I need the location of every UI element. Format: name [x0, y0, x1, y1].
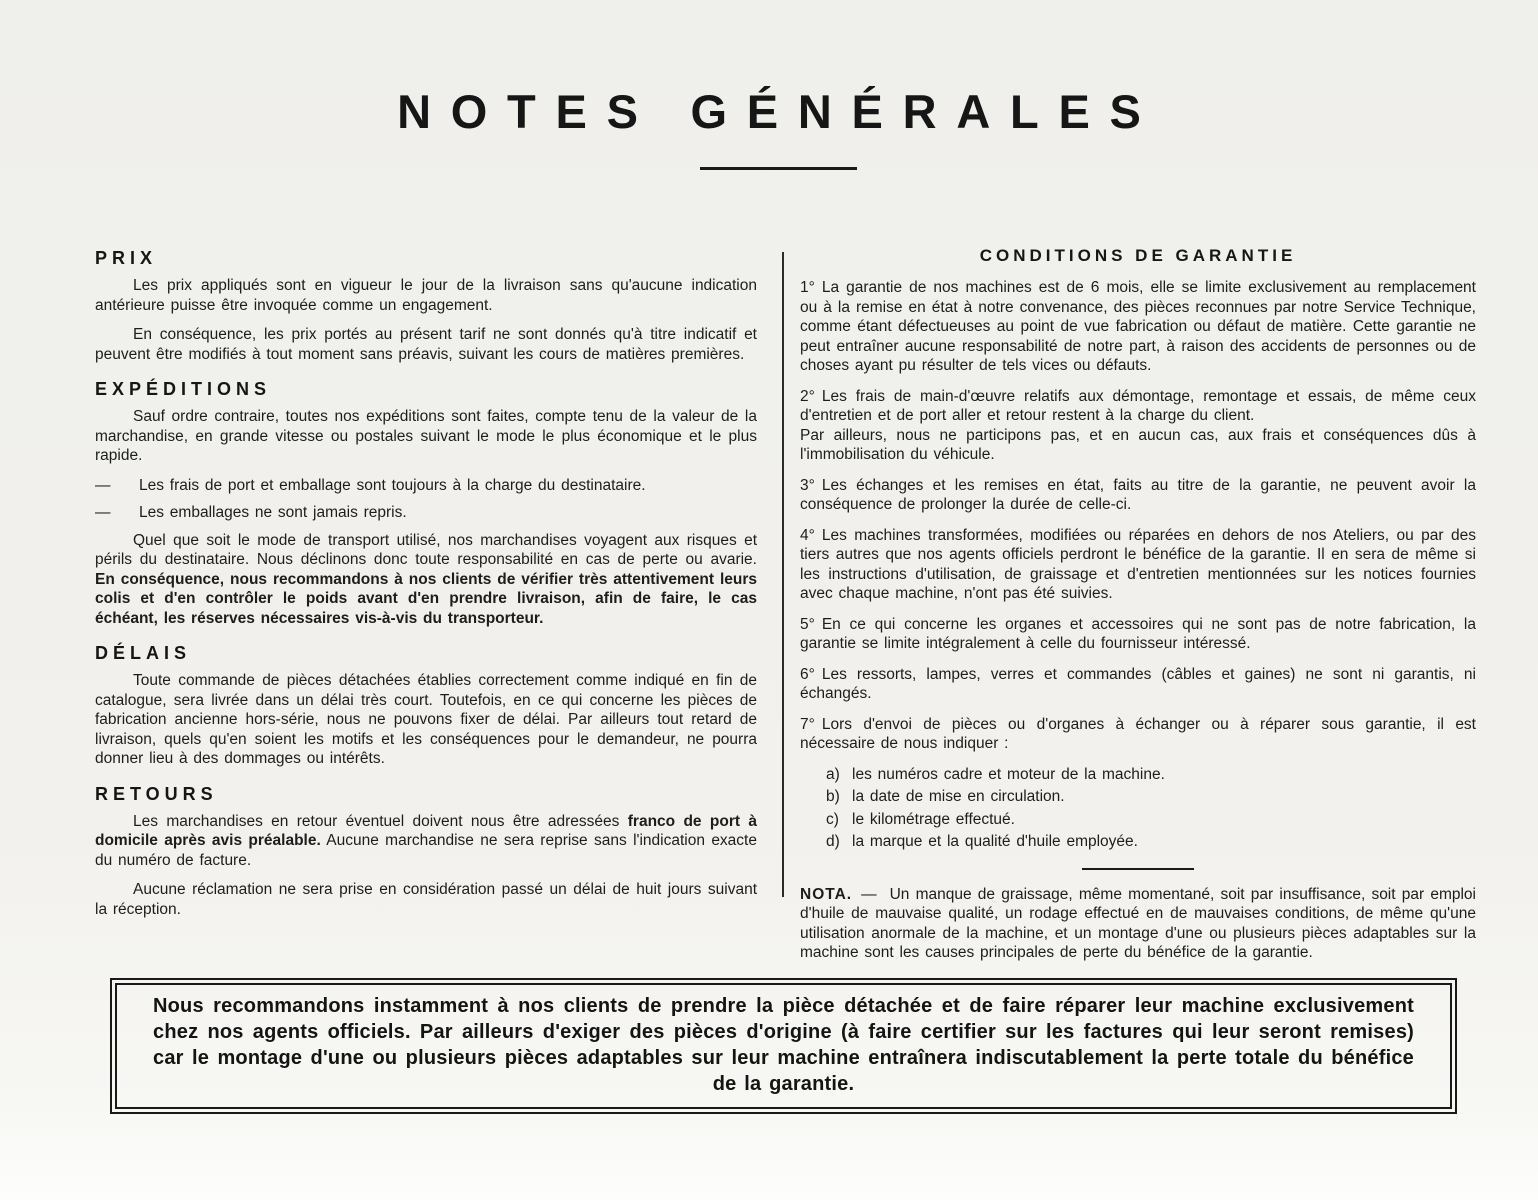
- sublist-item-d-text: la marque et la qualité d'huile employée.: [852, 833, 1138, 851]
- retours-paragraph-1: [95, 812, 757, 871]
- retours-paragraph-1-normal1: Les marchandises en retour éventuel doivent nous être adressées: [133, 812, 628, 830]
- retours-paragraph-1-bold: franco de port à domicile après avis préalable.: [95, 812, 757, 850]
- left-column: [95, 246, 757, 929]
- garantie-item-2-text: Les frais de main-d'œuvre relatifs aux démontage, remontage et essais, de même ceux d'entretien et de port aller et retour restent à la charge du client.: [800, 387, 1476, 425]
- notice-text: Nous recommandons instamment à nos clients de prendre la pièce détachée et de faire réparer leur machine exclusivement chez nos agents officiels. Par ailleurs d'exiger des pièces d'origine (à faire certifier sur les factures qui leur seront remises) car le montage d'une ou plusieurs pièces adaptables sur leur machine entraînera indiscutablement la perte totale du bénéfice de la garantie.: [153, 995, 1414, 1095]
- expeditions-bullet-1: [95, 476, 757, 496]
- section-heading-prix: PRIX: [95, 248, 158, 268]
- garantie-item-1: [800, 278, 1476, 376]
- garantie-item-5-number: 5°: [800, 615, 815, 633]
- delais-paragraph-1: Toute commande de pièces détachées établies correctement comme indiqué en fin de catalogue, sera livrée dans un délai très court. Toutefois, en ce qui concerne les pièces de fabrication ancienne hors-série, nous ne pouvons fixer de délai. Par ailleurs tout retard de livraison, quels qu'en soient les motifs et les conséquences pour le demandeur, ne pourra donner lieu à des dommages ou intérêts.: [95, 672, 757, 768]
- expeditions-paragraph-2-bold: En conséquence, nous recommandons à nos clients de vérifier très attentivement leurs colis et d'en contrôler le poids avant d'en prendre livraison, afin de faire, le cas échéant, les réserves nécessaires vis-à-vis du transporteur.: [95, 570, 757, 627]
- section-heading-retours: RETOURS: [95, 783, 218, 804]
- expeditions-bullet-1-text: Les frais de port et emballage sont toujours à la charge du destinataire.: [139, 476, 646, 494]
- sublist-item-a-text: les numéros cadre et moteur de la machine.: [852, 765, 1165, 783]
- garantie-item-6: [800, 665, 1476, 704]
- garantie-item-1-number: 1°: [800, 279, 815, 296]
- notice-box: [110, 978, 1457, 1114]
- sublist-item-a-label: a): [826, 765, 840, 783]
- garantie-item-2: [800, 387, 1476, 465]
- garantie-item-4: [800, 526, 1476, 604]
- expeditions-paragraph-2-normal: Quel que soit le mode de transport utilisé, nos marchandises voyagent aux risques et périls du destinataire. Nous déclinons donc toute responsabilité en cas de perte ou avarie.: [95, 531, 757, 569]
- prix-paragraph-2: En conséquence, les prix portés au présent tarif ne sont donnés qu'à titre indicatif et peuvent être modifiés à tout moment sans préavis, suivant les cours de matières premières.: [95, 326, 757, 363]
- sublist-item-d-label: d): [826, 833, 840, 851]
- garantie-item-7: [800, 715, 1476, 754]
- garantie-sublist: [800, 765, 1476, 852]
- nota-text: Un manque de graissage, même momentané, soit par insuffisance, soit par emploi d'huile de mauvaise qualité, un rodage effectué en de mauvaises conditions, de même qu'une utilisation anormale de la machine, et un montage d'une ou plusieurs pièces adaptables sur la machine sont les causes principales de perte du bénéfice de la garantie.: [800, 885, 1476, 962]
- expeditions-paragraph-2: [95, 531, 757, 629]
- dash-icon: —: [95, 476, 111, 494]
- column-divider: [782, 252, 784, 897]
- nota-paragraph: [800, 885, 1476, 963]
- garantie-item-5: [800, 615, 1476, 654]
- garantie-item-4-text: Les machines transformées, modifiées ou réparées en dehors de nos Ateliers, ou par des tiers autres que nos agents officiels perdront le bénéfice de la garantie. Il en sera de même si les instructions d'utilisation, de graissage et d'entretien mentionnées sur les notices fournies avec chaque machine, n'ont pas été suivies.: [800, 526, 1476, 603]
- section-heading-delais: DÉLAIS: [95, 643, 192, 664]
- page-title: NOTES GÉNÉRALES: [397, 85, 1161, 138]
- nota-dash-icon: —: [861, 885, 877, 903]
- sublist-item-a: [826, 765, 1476, 785]
- expeditions-paragraph-1: Sauf ordre contraire, toutes nos expéditions sont faites, compte tenu de la valeur de la marchandise, en grande vitesse ou postales suivant le mode le plus économique et le plus rapide.: [95, 408, 757, 465]
- garantie-item-7-text: Lors d'envoi de pièces ou d'organes à échanger ou à réparer sous garantie, il est nécessaire de nous indiquer :: [800, 715, 1476, 753]
- nota-label: NOTA.: [800, 885, 853, 903]
- expeditions-bullet-2-text: Les emballages ne sont jamais repris.: [139, 504, 407, 522]
- notice-box-inner: [115, 983, 1452, 1109]
- sublist-item-d: [826, 832, 1476, 852]
- sublist-item-c-text: le kilométrage effectué.: [852, 810, 1015, 828]
- garantie-item-3: [800, 476, 1476, 515]
- section-heading-expeditions: EXPÉDITIONS: [95, 379, 272, 400]
- garantie-item-6-number: 6°: [800, 665, 815, 683]
- sublist-item-c-label: c): [826, 810, 839, 828]
- sublist-item-c: [826, 810, 1476, 830]
- sublist-item-b-text: la date de mise en circulation.: [852, 788, 1065, 806]
- nota-rule: [1082, 868, 1194, 870]
- prix-paragraph-1: Les prix appliqués sont en vigueur le jour de la livraison sans qu'aucune indication antérieure puisse être invoquée comme un engagement.: [95, 277, 757, 314]
- garantie-item-2-text2: Par ailleurs, nous ne participons pas, et en aucun cas, aux frais et conséquences dûs à l'immobilisation du véhicule.: [800, 426, 1476, 464]
- title-rule: [700, 167, 857, 170]
- section-heading-garantie: CONDITIONS DE GARANTIE: [979, 246, 1297, 265]
- garantie-item-5-text: En ce qui concerne les organes et accessoires qui ne sont pas de notre fabrication, la garantie se limite intégralement à celle du fournisseur intéressé.: [800, 615, 1476, 653]
- right-column: [800, 246, 1476, 973]
- sublist-item-b: [826, 787, 1476, 807]
- retours-paragraph-1-normal2: Aucune marchandise ne sera reprise sans l'indication exacte du numéro de facture.: [95, 832, 757, 869]
- sublist-item-b-label: b): [826, 788, 840, 806]
- garantie-item-3-text: Les échanges et les remises en état, faits au titre de la garantie, ne peuvent avoir la conséquence de prolonger la durée de celle-ci.: [800, 476, 1476, 514]
- garantie-item-1-text: La garantie de nos machines est de 6 mois, elle se limite exclusivement au remplacement ou à la remise en état à notre convenance, des pièces reconnues par notre Service Technique, comme étant défectueuses au point de vue fabrication ou défaut de matière. Cette garantie ne peut entraîner aucune responsabilité de notre part, à raison des accidents de personnes ou de choses ayant pu résulter de tels vices ou défauts.: [800, 279, 1476, 375]
- garantie-item-7-number: 7°: [800, 715, 815, 733]
- garantie-item-3-number: 3°: [800, 476, 815, 494]
- garantie-item-4-number: 4°: [800, 526, 815, 544]
- garantie-item-2-number: 2°: [800, 387, 815, 405]
- dash-icon: —: [95, 504, 111, 522]
- retours-paragraph-2: Aucune réclamation ne sera prise en considération passé un délai de huit jours suivant la réception.: [95, 881, 757, 918]
- expeditions-bullet-2: [95, 503, 757, 523]
- garantie-item-6-text: Les ressorts, lampes, verres et commandes (câbles et gaines) ne sont ni garantis, ni échangés.: [800, 665, 1476, 703]
